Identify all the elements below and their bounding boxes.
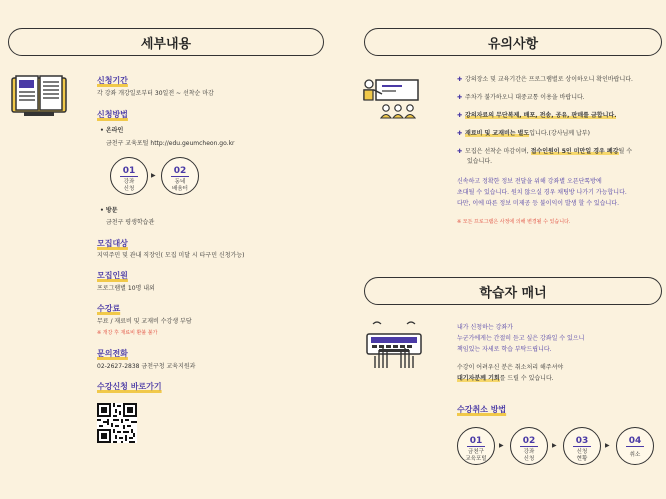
notice-para-2: 초대될 수 있습니다. 원치 않으실 경우 채팅방 나가기 가능합니다. [457, 189, 627, 196]
chevron-right-icon: ▶ [552, 442, 557, 449]
notice-bullet-2: ✚ 주차가 불가하오니 대중교통 이용을 바랍니다. [457, 94, 585, 101]
step-number: 02 [171, 166, 190, 177]
method-heading: 신청방법 [97, 110, 128, 119]
chevron-right-icon: ▶ [151, 172, 156, 179]
plus-icon: ✚ [457, 112, 463, 119]
period-heading: 신청기간 [97, 76, 128, 85]
cancel-heading: 수강취소 방법 [457, 405, 507, 414]
online-url-text: 금천구 교육포털 http://edu.geumcheon.go.kr [106, 140, 235, 147]
cancel-step-1 [457, 427, 495, 465]
step-label: 강좌 신청 [123, 179, 135, 192]
book-icon [10, 74, 68, 118]
step-label: 신청 현황 [576, 449, 588, 462]
step-label: 금천구 교육포털 [465, 449, 487, 462]
notice-bullet-5: ✚ 모집은 선착순 마감이며, 접수인원이 5인 미만일 경우 폐강될 수 [457, 148, 633, 155]
step-label: 동네 배움터 [172, 179, 188, 192]
notice-bullet-3: ✚ 강의자료의 무단복제, 배포, 전송, 공유, 판매를 금합니다. [457, 112, 617, 119]
online-label: • 온라인 [100, 127, 124, 134]
manners-text-1: 내가 신청하는 강좌가 [457, 324, 513, 331]
chevron-right-icon: ▶ [499, 442, 504, 449]
chevron-right-icon: ▶ [605, 442, 610, 449]
notice-bullet-4: ✚ 재료비 및 교재비는 별도입니다.(강사님께 납부) [457, 130, 590, 137]
plus-icon: ✚ [457, 148, 463, 155]
step-number: 02 [520, 436, 539, 447]
plus-icon: ✚ [457, 94, 463, 101]
manners-text-5: 대기자분께 기회를 드릴 수 있습니다. [457, 375, 554, 382]
visit-text: 금천구 평생학습관 [106, 219, 155, 226]
manners-text-4: 수강이 어려우신 분은 취소처리 해주셔야 [457, 364, 564, 371]
step-number: 04 [626, 436, 645, 447]
notice-para-3: 다만, 이에 따른 정보 미제공 등 불이익이 발생 할 수 있습니다. [457, 200, 619, 207]
notice-para-1: 신속하고 정확한 정보 전달을 위해 강좌별 오픈단톡방에 [457, 178, 602, 185]
section-title-notes [364, 28, 662, 56]
shortcut-heading[interactable]: 수강신청 바로가기 [97, 382, 162, 391]
keyboard-hands-icon [365, 320, 423, 370]
target-heading: 모집대상 [97, 239, 128, 248]
cancel-step-2 [510, 427, 548, 465]
cancel-step-3 [563, 427, 601, 465]
teacher-icon [362, 78, 422, 120]
fee-heading: 수강료 [97, 304, 121, 313]
contact-text: 02-2627-2838 금천구청 교육지원과 [97, 363, 196, 370]
fee-text: 무료 / 재료비 및 교재비 수강생 부담 [97, 318, 192, 325]
qr-code[interactable] [97, 403, 137, 443]
period-text: 각 강좌 개강일로부터 30일전 ~ 선착순 마감 [97, 90, 214, 97]
notice-bullet-1: ✚ 강의장소 및 교육기간은 프로그램별로 상이하오니 확인바랍니다. [457, 76, 633, 83]
notice-bullet-5-cont: 있습니다. [467, 158, 493, 165]
section-title-text: 세부내용 [140, 36, 192, 52]
cancel-step-4 [616, 427, 654, 465]
section-title-manners [364, 277, 662, 305]
contact-heading: 문의전화 [97, 349, 128, 358]
section-title-details [8, 28, 324, 56]
count-heading: 모집인원 [97, 271, 128, 280]
step-number: 03 [573, 436, 592, 447]
plus-icon: ✚ [457, 76, 463, 83]
step-label: 취소 [629, 452, 641, 458]
target-text: 지역주민 및 관내 직장인( 모집 미달 시 타구민 신청가능) [97, 252, 245, 259]
online-step-2 [161, 157, 199, 195]
step-number: 01 [120, 166, 139, 177]
manners-text-2: 누군가에게는 간절히 듣고 싶은 강좌일 수 있으니 [457, 335, 585, 342]
online-step-1 [110, 157, 148, 195]
plus-icon: ✚ [457, 130, 463, 137]
step-number: 01 [467, 436, 486, 447]
manners-text-3: 책임있는 자세로 학습 부탁드립니다. [457, 346, 552, 353]
count-text: 프로그램별 10명 내외 [97, 285, 155, 292]
visit-label: • 방문 [100, 207, 118, 214]
section-title-text: 학습자 매너 [479, 285, 547, 301]
section-title-text: 유의사항 [487, 36, 539, 52]
step-label: 강좌 신청 [523, 449, 535, 462]
fee-note: ※ 개강 후 재료비 환불 불가 [97, 330, 158, 336]
notice-footnote: ※ 모든 프로그램은 사정에 의해 변경될 수 있습니다. [457, 219, 571, 225]
